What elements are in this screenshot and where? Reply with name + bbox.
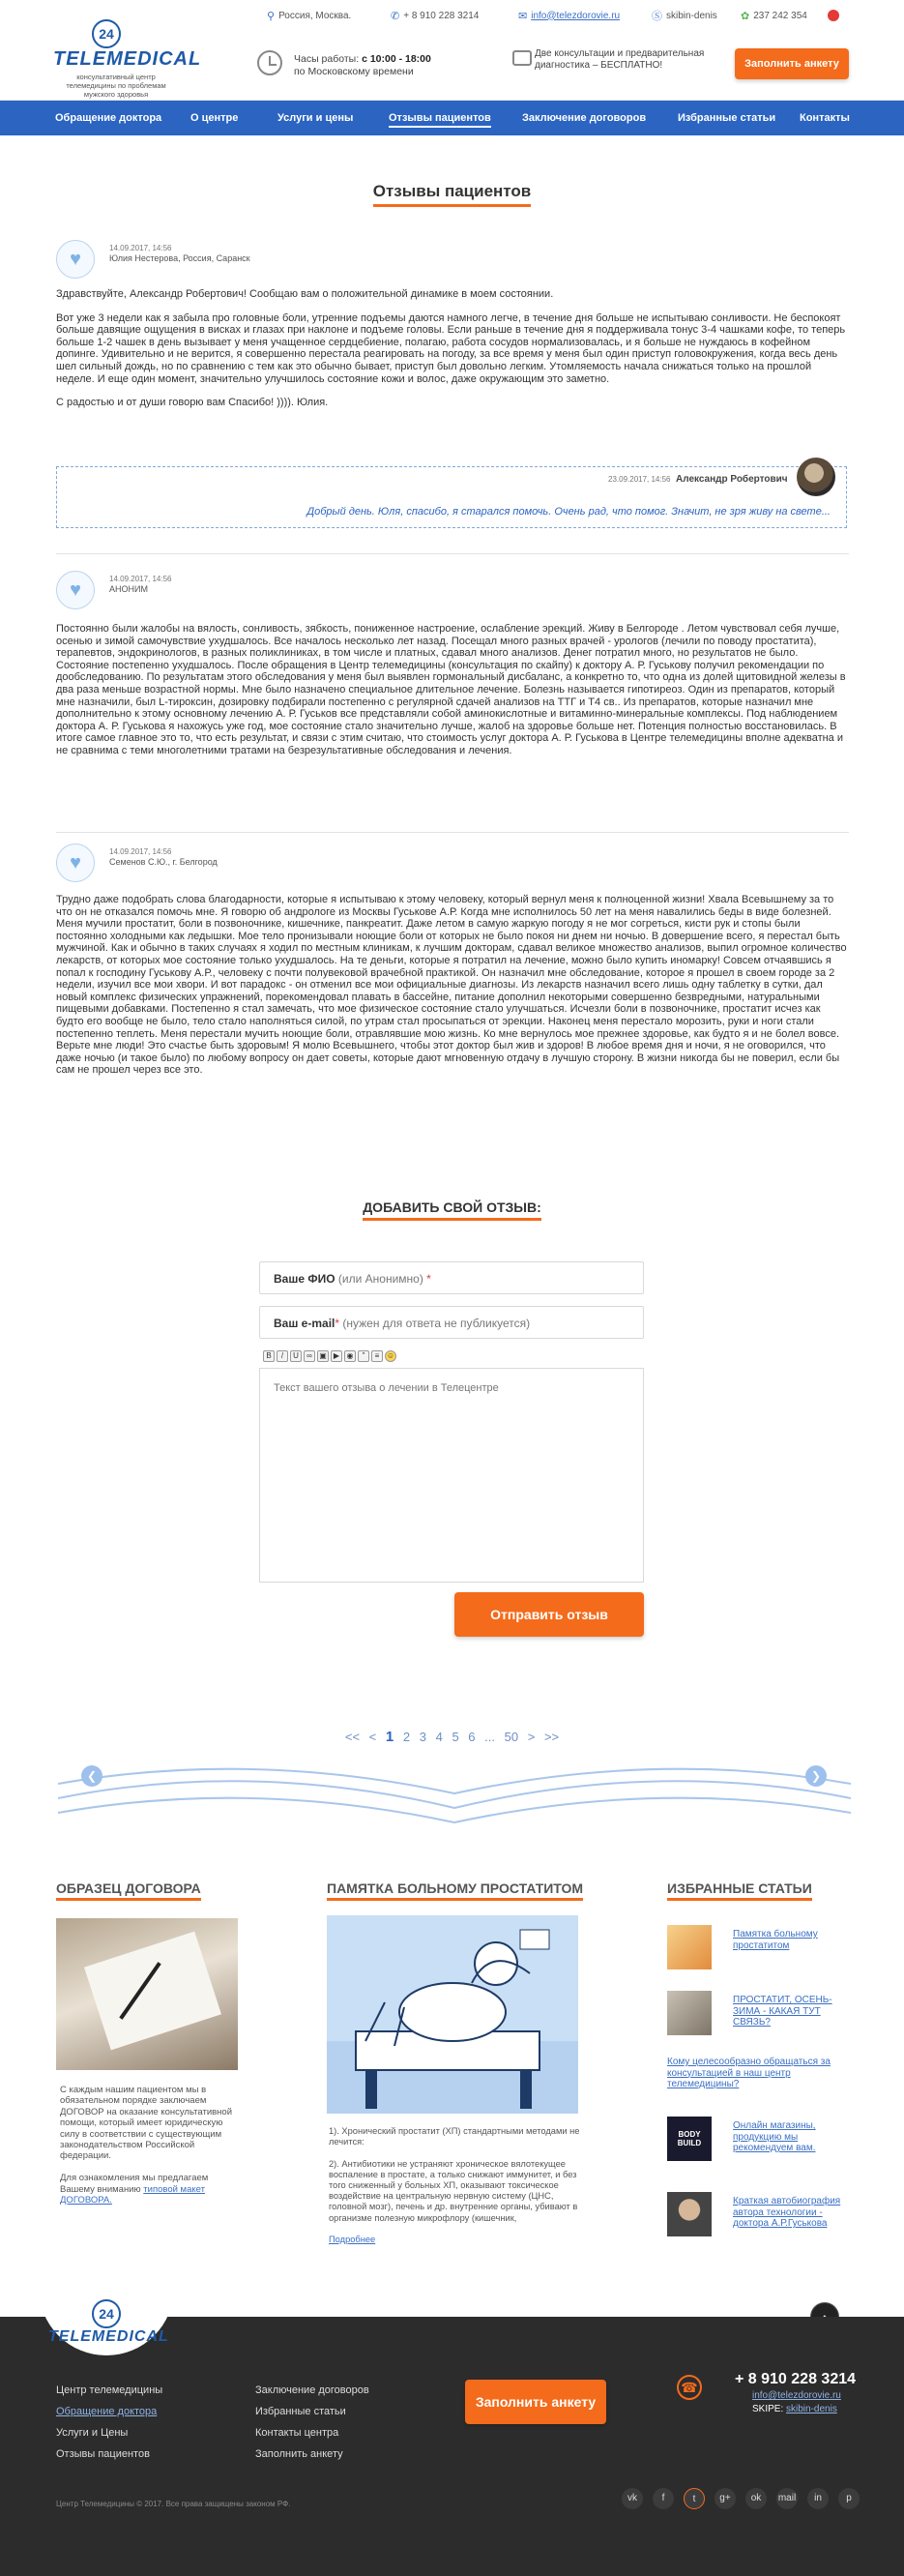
google-plus-icon[interactable]: g+: [714, 2488, 736, 2509]
italic-button[interactable]: /: [277, 1350, 288, 1362]
youtube-info[interactable]: [828, 8, 839, 23]
chat-icon: [512, 50, 532, 66]
logo-text: TELEMEDICAL: [53, 48, 202, 70]
review-text: Здравствуйте, Александр Робертович! Сообщаю вам о положительной динамике в моем состоянии. Вот уже 3 недели как я забыла про головные боли, утренние подъемы даются намного легче, в течение дня больше не испытываю сонливости. Не беспокоят больше давящие ощущения в висках и глазах при наклоне и подъеме головы. Если раньше в течение дня я поддерживала тонус 3-4 чашками кофе, то теперь больше 1-2 чашек в день вызывает у меня учащенное сердцебиение, полагаю, работа сосудов нормализовалась, и я больше не нуждаюсь в кофейном допинге. Удивительно и не верится, я совершенно перестала реагировать на погоду, за все время у меня был один приступ головокружения, когда весь день шел сильный дождь, но по сравнению с тем как это обычно бывает, приступ был довольно легким. Утомляемость начала снижаться только на прошлой неделе. И еще один момент, значительно улучшилось состояние кожи и волос, даже окружающим это заметно. С радостью и от души говорю вам Спасибо! )))). Юлия.: [56, 288, 846, 409]
consult-promo: Две консультации и предварительная диагностика – БЕСПЛАТНО!: [535, 48, 705, 71]
vk-icon[interactable]: vk: [622, 2488, 643, 2509]
preview-button[interactable]: ◉: [344, 1350, 356, 1362]
video-button[interactable]: ▶: [331, 1350, 342, 1362]
prostatitis-illustration: [327, 1915, 578, 2114]
image-button[interactable]: ▣: [317, 1350, 329, 1362]
facebook-icon[interactable]: f: [653, 2488, 674, 2509]
review-date: 14.09.2017, 14:56: [109, 244, 172, 252]
memo-text: 1). Хронический простатит (ХП) стандартными методами не лечится: 2). Антибиотики не устраняют хроническое вялотекущее воспаление в простате, а только снижают иммунитет, и без того сниженный у больных ХП, оказывают токсическое воздействие на центральную нервную систему (ЦНС, головной мозг), печень и др. внутренние органы, убивают в организме полезную микрофлору (кишечник, Подробнее: [329, 2126, 580, 2245]
icq-icon: ✿: [741, 10, 750, 22]
footer-link[interactable]: Контакты центра: [255, 2427, 339, 2439]
quote-button[interactable]: ": [358, 1350, 369, 1362]
review-author: Семенов С.Ю., г. Белгород: [109, 857, 218, 867]
mail-ru-icon[interactable]: mail: [776, 2488, 798, 2509]
nav-reviews[interactable]: Отзывы пациентов: [389, 112, 491, 128]
twitter-icon[interactable]: t: [684, 2488, 705, 2509]
page-ellipsis: ...: [484, 1730, 495, 1744]
article-thumb: BODY BUILD: [667, 2117, 712, 2161]
review-date: 14.09.2017, 14:56: [109, 575, 172, 583]
nav-articles[interactable]: Избранные статьи: [678, 112, 776, 124]
skype-text[interactable]: skibin-denis: [666, 10, 717, 21]
page-link[interactable]: 5: [452, 1730, 459, 1744]
page-link[interactable]: 4: [435, 1730, 443, 1744]
footer-link[interactable]: Услуги и Цены: [56, 2427, 129, 2439]
skype-icon: Ⓢ: [652, 11, 662, 22]
add-review-title: ДОБАВИТЬ СВОЙ ОТЗЫВ:: [0, 1199, 904, 1215]
page-link[interactable]: 2: [402, 1730, 411, 1744]
header: [0, 0, 904, 101]
footer-link[interactable]: Центр телемедицины: [56, 2384, 163, 2396]
nav-contacts[interactable]: Контакты: [800, 112, 850, 124]
favorite-article-link[interactable]: Кому целесообразно обращаться за консультацией в наш центр телемедицины?: [667, 2057, 831, 2089]
nav-about[interactable]: О центре: [190, 112, 239, 124]
carousel-next-icon[interactable]: ❯: [805, 1765, 827, 1787]
last-page-link[interactable]: 50: [504, 1730, 519, 1744]
article-thumb: [667, 1925, 712, 1969]
next-page-link[interactable]: >: [527, 1730, 536, 1744]
divider: [56, 832, 849, 833]
review-textarea[interactable]: Текст вашего отзыва о лечении в Телецентре: [259, 1368, 644, 1583]
editor-toolbar: [263, 1350, 396, 1364]
footer-link[interactable]: Заполнить анкету: [255, 2448, 343, 2460]
name-input[interactable]: Ваше ФИО (или Анонимно) *: [259, 1261, 644, 1294]
article-thumb: [667, 1991, 712, 2035]
first-page-link[interactable]: <<: [344, 1730, 361, 1744]
youtube-icon[interactable]: [828, 10, 839, 21]
contract-template-link[interactable]: типовой макет ДОГОВОРА.: [60, 2183, 205, 2206]
divider: [56, 553, 849, 554]
heart-icon: [56, 240, 95, 279]
review-date: 14.09.2017, 14:56: [109, 847, 172, 856]
footer-link[interactable]: Отзывы пациентов: [56, 2448, 150, 2460]
phone-text[interactable]: + 8 910 228 3214: [403, 10, 480, 21]
mail-icon: ✉: [518, 10, 528, 22]
social-links: [622, 2488, 860, 2509]
list-button[interactable]: ≡: [371, 1350, 383, 1362]
memo-more-link[interactable]: Подробнее: [329, 2235, 376, 2245]
contract-text: С каждым нашим пациентом мы в обязательном порядке заключаем ДОГОВОР на оказание консультативной помощи, который имеет юридическую силу в соответствии с существующим законодательством Российской федерации. Для ознакомления мы предлагаем Вашему вниманию типовой макет ДОГОВОРА.: [60, 2085, 233, 2206]
carousel-prev-icon[interactable]: ❮: [81, 1765, 102, 1787]
icq-text: 237 242 354: [753, 10, 807, 21]
email-info: [518, 8, 620, 23]
phone-info: [391, 8, 479, 23]
skype-info: [652, 8, 717, 23]
link-button[interactable]: ∞: [304, 1350, 315, 1362]
main-nav: [0, 101, 904, 135]
working-hours: Часы работы: с 10:00 - 18:00 по Московскому времени: [294, 53, 431, 77]
reply-date: 23.09.2017, 14:56: [608, 475, 671, 484]
icq-info: [741, 8, 807, 23]
footer-logo[interactable]: 24 TELEMEDICAL: [39, 2288, 174, 2355]
heart-icon: [56, 571, 95, 609]
fill-form-button[interactable]: Заполнить анкету: [735, 48, 849, 79]
city-text: Россия, Москва.: [278, 10, 352, 21]
page-link[interactable]: 6: [468, 1730, 476, 1744]
review-author: АНОНИМ: [109, 584, 148, 594]
pinterest-icon[interactable]: p: [838, 2488, 860, 2509]
email-link[interactable]: info@telezdorovie.ru: [531, 10, 621, 21]
contract-title: ОБРАЗЕЦ ДОГОВОРА: [56, 1880, 201, 1896]
phone-icon: ✆: [391, 10, 400, 22]
doctor-reply: [56, 466, 847, 528]
nav-services[interactable]: Услуги и цены: [277, 112, 354, 124]
prev-page-link[interactable]: <: [368, 1730, 377, 1744]
footer-link[interactable]: Обращение доктора: [56, 2406, 158, 2417]
current-page: 1: [385, 1729, 394, 1745]
nav-contracts[interactable]: Заключение договоров: [522, 112, 647, 124]
contract-image: [56, 1918, 238, 2070]
smiley-icon[interactable]: ☺: [386, 1351, 395, 1360]
footer-link[interactable]: Избранные статьи: [255, 2406, 346, 2417]
article-thumb: [667, 2192, 712, 2236]
submit-review-button[interactable]: Отправить отзыв: [454, 1592, 644, 1637]
pagination: [0, 1729, 904, 1745]
copyright: Центр Телемедицины © 2017. Все права защищены законом РФ.: [56, 2500, 291, 2508]
reply-text: Добрый день. Юля, спасибо, я старался помочь. Очень рад, что помог. Значит, не зря живу на свете...: [306, 506, 831, 518]
doctor-avatar: [797, 458, 835, 496]
footer-link[interactable]: Заключение договоров: [255, 2384, 369, 2396]
odnoklassniki-icon[interactable]: ok: [745, 2488, 767, 2509]
favorites-title: ИЗБРАННЫЕ СТАТЬИ: [667, 1880, 812, 1896]
review-author: Юлия Нестерова, Россия, Саранск: [109, 253, 250, 263]
phone-icon: ☎: [677, 2375, 702, 2400]
page-title: Отзывы пациентов: [0, 182, 904, 201]
linkedin-icon[interactable]: in: [807, 2488, 829, 2509]
footer-skype: SKIPE: skibin-denis: [752, 2404, 837, 2414]
nav-doctor-appeal[interactable]: Обращение доктора: [55, 112, 162, 124]
review-text: Трудно даже подобрать слова благодарности, которые я испытываю к этому человеку, который вернул меня к полноценной жизни! Хвала Всевышнему за то что он не отказался помочь мне. Я говорю об андрологе из Москвы Гуськове А.Р. Когда мне исполнилось 50 лет на меня навалились беды в виде болезней. Меня мучили простатит, боли в позвоночнике, кишечнике, панкреатит. Даже летом в самую жаркую погоду я не мог согреться, кисти рук и стопы были постоянно холодными как ледышки. Мое тело пронизывали ноющие боли от которых не было покоя ни днем ни ночью. В довершение всего, я перестал быть мужчиной. Как и обычно в таких случаях я ходил по местным клиникам, к лучшим докторам, сдавал великое множество анализов, выпил огромное количество лекарств, от которых мое состояние только ухудшалось. На те деньги, которые я потратил на лечение, можно было купить иномарку! Совсем отчаявшись я попал к господину Гуськову А.Р., человеку с почти полувековой врачебной практикой. Он назначил мне обследование, которое я прошел в своем городе за 2 недели, изучил все мои хвори. И вот парадокс - он отменил все мои официальные диагнозы. Из лекарств назначил всего лишь одну таблетку в сутки, дал новый комплекс физических упражнений, порекомендовал плавать в бассейне, питание дополнил некоторыми совершенно безвредными, натуральными пищевыми добавками. Постепенно я стал замечать, что мое физическое состояние стало улучшаться. Исчезли боли в позвоночнике, простатит исчез как будто его вообще не было, тело стало наполняться силой, по утрам стал просыпаться от эрекции. Наконец меня перестало морозить, руки и ноги стали постепенно теплеть. Меня перестали мучить ноющие боли, отравлявшие мою жизнь. Ко мне вернулось мое прежнее здоровье, как будто я и не болел вовсе. Верьте мне люди! Это счастье быть здоровым! Я молю Всевышнего, чтобы этот доктор был жив и здоров! В любое время дня и ночи, я не оговорился, что даже ночью (и такое было) по любому вопросу он дает советы, которые дают мгновенную отдачу в лучшую сторону. В жизни никогда бы не поверил, если бы сам не прошел через все это.: [56, 894, 847, 1077]
reply-author: Александр Робертович: [676, 474, 788, 485]
footer: [0, 2306, 904, 2576]
footer-fill-form-button[interactable]: Заполнить анкету: [465, 2380, 606, 2424]
heart-icon: [56, 844, 95, 882]
wave-decoration: [58, 1755, 851, 1832]
email-input[interactable]: Ваш e-mail* (нужен для ответа не публикуется): [259, 1306, 644, 1339]
memo-title: ПАМЯТКА БОЛЬНОМУ ПРОСТАТИТОМ: [327, 1880, 583, 1896]
location-icon: ⚲: [267, 10, 276, 22]
bold-button[interactable]: B: [263, 1350, 275, 1362]
clock-icon: [257, 50, 282, 75]
footer-email[interactable]: info@telezdorovie.ru: [752, 2390, 841, 2401]
logo-subtitle: консультативный центр телемедицины по проблемам мужского здоровья: [66, 73, 166, 99]
city-info: [267, 8, 351, 23]
page-link[interactable]: 3: [419, 1730, 426, 1744]
logo-badge: 24: [92, 19, 121, 48]
last-pages-link[interactable]: >>: [543, 1730, 560, 1744]
review-text: Постоянно были жалобы на вялость, сонливость, зябкость, пониженное настроение, ослабление эрекций. Живу в Белгороде . Летом чувствовал себя лучше, осенью и зимой самочувствие ухудшалось. Все началось несколько лет назад. Посещал много разных врачей - урологов (лечили по поводу простатита), терапевтов, эндокринологов, в разных поликлиниках, в том числе и платных, сдавал много анализов. Денег потратил много, но результатов не было. Состояние постепенно ухудшалось. После обращения в Центр телемедицины (консультация по скайпу) к доктору А. Р. Гуськову получил рекомендации по дообследованию. По результатам этого обследования у меня был выявлен гормональный дисбаланс, а конкретно то, что одна из долей щитовидной железы в два раза меньше возрастной нормы. Мне было назначено специальное длительное лечение. Болезнь называется гипотиреоз. Один из препаратов, который мне назначили, был L-тироксин, дозировку подбирали постепенно с регулярной сдачей анализов на ТТГ и Т4 св.. Из препаратов, которые назначил мне дополнительно к этому основному лечению А. Р. Гуськов все представляли собой аминокислотные и витаминно-минеральные комплексы. Под наблюдением доктора А. Р. Гуськова я нахожусь уже год, мое состояние стало значительно лучше, жалоб на здоровье больше нет. Потенция полностью восстановилась. В итоге самое главное это то, что есть результат, и связи с этим считаю, что стоимость услуг доктора А. Р. Гуськова в Центре телемедицины вполне адекватна и не сравнима с теми многолетними тратами на безрезультативные обследования и лечения.: [56, 623, 846, 756]
underline-button[interactable]: U: [290, 1350, 302, 1362]
footer-phone[interactable]: + 8 910 228 3214: [735, 2371, 857, 2387]
